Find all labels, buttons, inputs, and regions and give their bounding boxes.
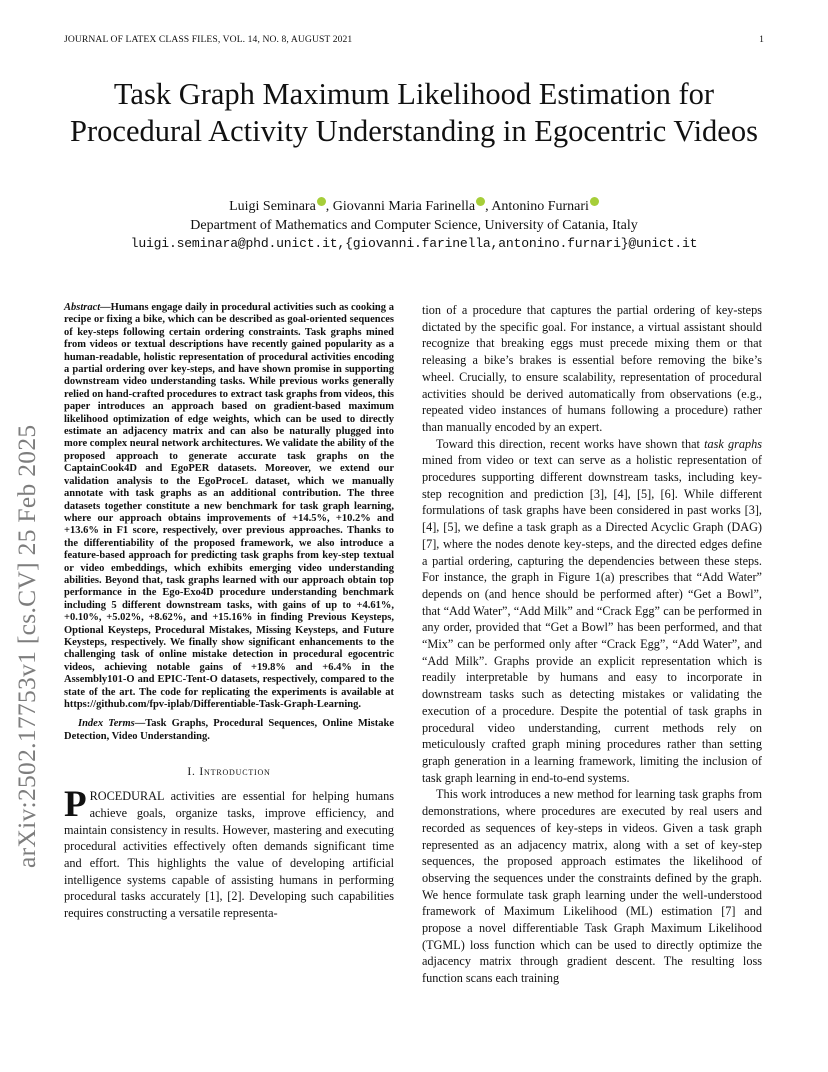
journal-line: JOURNAL OF LATEX CLASS FILES, VOL. 14, NO. 8, AUGUST 2021 [64,34,353,45]
orcid-icon[interactable] [590,197,599,206]
paragraph-text: Toward this direction, recent works have shown that [436,436,705,451]
body-paragraph [422,436,762,787]
index-terms-label: Index Terms [78,718,135,730]
body-paragraph: tion of a procedure that captures the partial ordering of key-steps dictated by the specific goal. For instance, a virtual assistant should recognize that breaking eggs must precede mixing them or that releasing a bike’s brakes is essential before removing the bike’s wheel. Crucially, to ensure scalability, representation of procedural activities should be derived automatically from observations (e.g., repeated video instances of humans following a procedure) rather than manually encoded by an expert. [422,303,762,434]
orcid-icon[interactable] [317,197,326,206]
author-name: Luigi Seminara [229,199,316,214]
index-terms [64,718,394,743]
affiliation: Department of Mathematics and Computer Science, University of Catania, Italy [190,218,638,233]
author-name: Giovanni Maria Farinella [332,199,476,214]
arxiv-stamp[interactable]: arXiv:2502.17753v1 [cs.CV] 25 Feb 2025 [12,424,41,868]
paragraph-text: mined from video or text can serve as a holistic representation of procedures supporting different downstream tasks, including key-step recognition and prediction [3], [4], [5], [6]. While different formulations of task graphs have been considered in past works [3], [4], [5], we define a task graph as a Directed Acyclic Graph (DAG) [7], where the nodes denote key-steps, and the directed edges define a partial ordering, capturing the dependencies between these steps. For instance, the graph in Figure 1(a) prescribes that “Add Water” depends on (and hence should be performed after) “Get a Bowl”, that “Add Water”, “Add Milk” and “Crack Egg” can be performed in any order, provided that “Get a Bowl” has been performed, and that “Mix” can be performed only after “Crack Egg”, “Add Water”, and “Add Milk”. Graphs provide an explicit representation which is readily interpretable by humans and easy to incorporate in downstream tasks such as detecting mistakes or validating the execution of a procedure. Despite the potential of task graphs in procedural video understanding, current methods rely on meticulously crafted graph mining procedures rather than setting graph generation in a learning framework, limiting the inclusion of task graph learning in end-to-end systems. [422,453,762,785]
author-list: Luigi Seminara , Giovanni Maria Farinella , Antonino Furnari [64,197,764,216]
intro-paragraph [64,784,394,922]
abstract [64,302,394,711]
abstract-text: —Humans engage daily in procedural activities such as cooking a recipe or fixing a bike, which can be described as goal-oriented sequences of key-steps following certain ordering constraints. Task graphs mined from videos or textual descriptions have recently gained popularity as a human-readable, holistic representation of procedural activities encoding a partial ordering over key-steps, and have shown promise in supporting downstream video understanding tasks. While previous works generally relied on hand-crafted procedures to extract task graphs from videos, this paper introduces an approach based on gradient-based maximum likelihood optimization of edge weights, which can be used to directly estimate an adjacency matrix and can also be naturally plugged into more complex neural network architectures. We validate the ability of the proposed approach to generate accurate task graphs on the CaptainCook4D and EgoPER datasets. Moreover, we extend our validation analysis to the EgoProceL dataset, which we manually annotate with task graphs as an additional contribution. The three datasets together constitute a new benchmark for task graph learning, where our approach obtains improvements of +14.5%, +10.2% and +13.6% in F1 score, respectively, over previous approaches. Thanks to the differentiability of the proposed framework, we also introduce a feature-based approach for predicting task graphs from key-step textual or video embeddings, which exhibits emerging video understanding abilities. Beyond that, task graphs learned with our approach obtain top performance in the Ego-Exo4D procedure understanding benchmark including 5 different downstream tasks, with gains of up to +4.61%, +0.10%, +5.02%, +8.62%, and +15.16% in finding Previous Keysteps, Optional Keysteps, Procedural Mistakes, Missing Keysteps, and Future Keysteps, respectively. We finally show significant enhancements to the challenging task of online mistake detection in procedural egocentric videos, achieving notable gains of +19.8% and +6.4% in the Assembly101-O and EPIC-Tent-O datasets, respectively, compared to the state of the art. The code for replicating the experiments is available at https://github.com/fpv-iplab/Differentiable-Task-Graph-Learning. [64,302,394,710]
paper-title: Task Graph Maximum Likelihood Estimation for Procedural Activity Understanding in Egocentric Videos [70,77,758,148]
orcid-icon[interactable] [476,197,485,206]
abstract-label: Abstract [64,302,101,313]
author-name: Antonino Furnari [491,199,589,214]
dropcap: P [64,784,87,826]
emphasis-text: task graphs [704,436,762,451]
email-addresses[interactable]: luigi.seminara@phd.unict.it,{giovanni.farinella,antonino.furnari}@unict.it [130,236,698,251]
section-heading: I. Introduction [187,765,271,779]
intro-text: ROCEDURAL activities are essential for helping humans achieve goals, organize tasks, improve efficiency, and maintain consistency in results. However, mastering and executing procedural activities effectively often demands significant time and effort. This highlights the value of developing artificial intelligence systems capable of assisting humans in performing procedural tasks accurately [1], [2]. Developing such capabilities requires constructing a versatile representa- [64,789,394,921]
page-number: 1 [759,34,764,45]
body-paragraph: This work introduces a new method for learning task graphs from demonstrations, where procedures are executed by real users and recorded as sequences of key-steps in videos. Given a task graph represented as an adjacency matrix, along with a set of key-step sequences, the proposed approach estimates the likelihood of observing the sequences under the constraints defined by the graph. We hence formulate task graph learning under the well-understood framework of Maximum Likelihood (ML) estimation [7] and propose a novel differentiable Task Graph Maximum Likelihood (TGML) loss function which can be used to directly optimize the adjacency matrix through gradient descent. The resulting loss function scans each training [422,787,762,986]
index-terms-text: —Task Graphs, Procedural Sequences, Online Mistake Detection, Video Understanding. [64,718,394,742]
left-column [64,302,394,922]
right-column [422,302,762,987]
running-head [64,34,764,45]
